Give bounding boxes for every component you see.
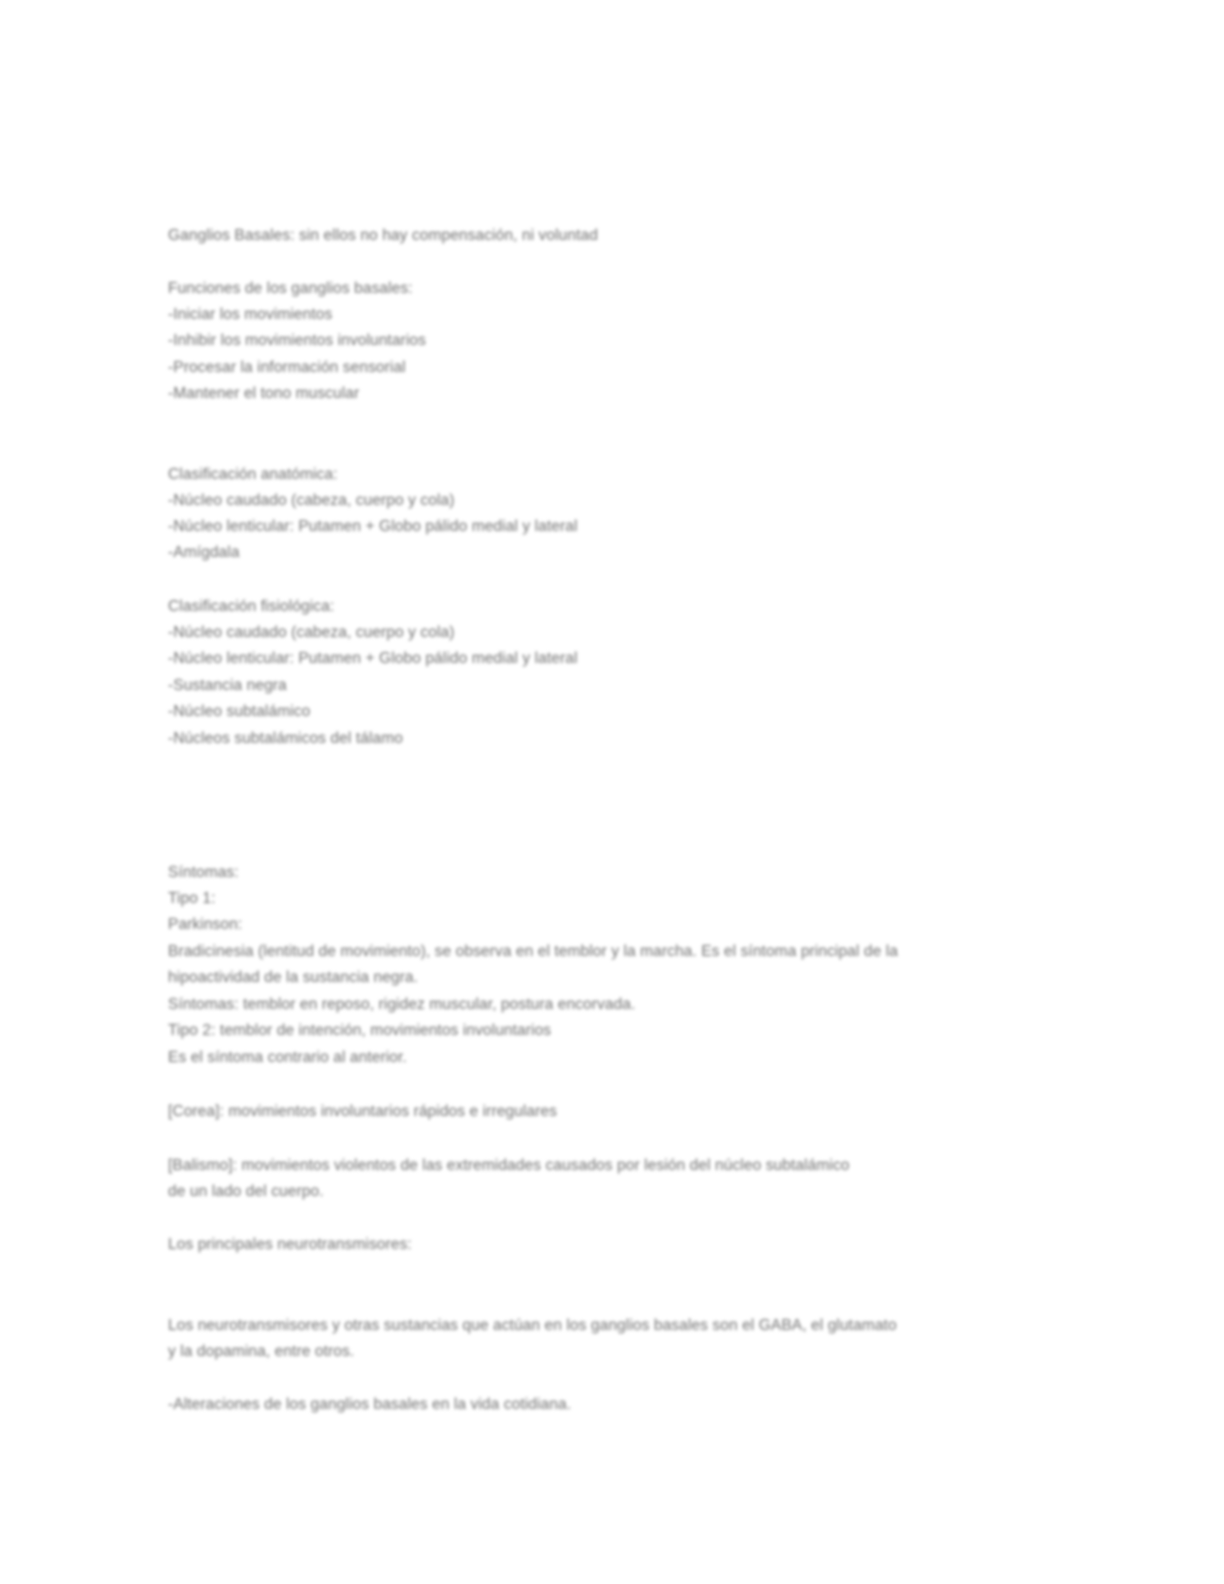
text-line: -Núcleo caudado (cabeza, cuerpo y cola) bbox=[168, 624, 455, 641]
section-heading-symptoms: Síntomas: bbox=[168, 864, 239, 881]
text-line: hipoactividad de la sustancia negra. bbox=[168, 969, 419, 986]
section-heading-anatomic: Clasificación anatómica: bbox=[168, 466, 338, 483]
text-line: -Iniciar los movimientos bbox=[168, 306, 333, 323]
section-heading-functions: Funciones de los ganglios basales: bbox=[168, 280, 413, 297]
section-heading-physiologic: Clasificación fisiológica: bbox=[168, 598, 335, 615]
text-line: de un lado del cuerpo. bbox=[168, 1183, 324, 1200]
document-title: Ganglios Basales: sin ellos no hay compensación, ni voluntad bbox=[168, 227, 598, 244]
text-line: [Balismo]: movimientos violentos de las extremidades causados por lesión del núcleo subtalámico bbox=[168, 1157, 850, 1174]
text-line: Parkinson: bbox=[168, 916, 243, 933]
text-line: -Amígdala bbox=[168, 544, 240, 561]
text-line: -Sustancia negra bbox=[168, 677, 287, 694]
section-heading-neurotransmitters: Los principales neurotransmisores: bbox=[168, 1236, 412, 1253]
text-line: -Núcleo lenticular: Putamen + Globo pálido medial y lateral bbox=[168, 650, 578, 667]
text-line: Bradicinesia (lentitud de movimiento), se observa en el temblor y la marcha. Es el síntoma principal de la bbox=[168, 943, 898, 960]
text-line: y la dopamina, entre otros. bbox=[168, 1343, 355, 1360]
text-line: -Núcleo caudado (cabeza, cuerpo y cola) bbox=[168, 492, 455, 509]
text-line: -Inhibir los movimientos involuntarios bbox=[168, 332, 426, 349]
text-line: Tipo 2: temblor de intención, movimientos involuntarios bbox=[168, 1022, 552, 1039]
text-line: -Núcleos subtalámicos del tálamo bbox=[168, 730, 403, 747]
text-line: -Procesar la información sensorial bbox=[168, 359, 406, 376]
text-line: -Mantener el tono muscular bbox=[168, 385, 360, 402]
text-line: -Alteraciones de los ganglios basales en la vida cotidiana. bbox=[168, 1396, 572, 1413]
text-line: Los neurotransmisores y otras sustancias que actúan en los ganglios basales son el GABA, el glutamato bbox=[168, 1317, 897, 1334]
text-line: [Corea]: movimientos involuntarios rápidos e irregulares bbox=[168, 1103, 557, 1120]
text-line: Es el síntoma contrario al anterior. bbox=[168, 1049, 407, 1066]
text-line: Síntomas: temblor en reposo, rigidez muscular, postura encorvada. bbox=[168, 996, 636, 1013]
text-line: Tipo 1: bbox=[168, 890, 216, 907]
text-line: -Núcleo subtalámico bbox=[168, 703, 311, 720]
text-line: -Núcleo lenticular: Putamen + Globo pálido medial y lateral bbox=[168, 518, 578, 535]
